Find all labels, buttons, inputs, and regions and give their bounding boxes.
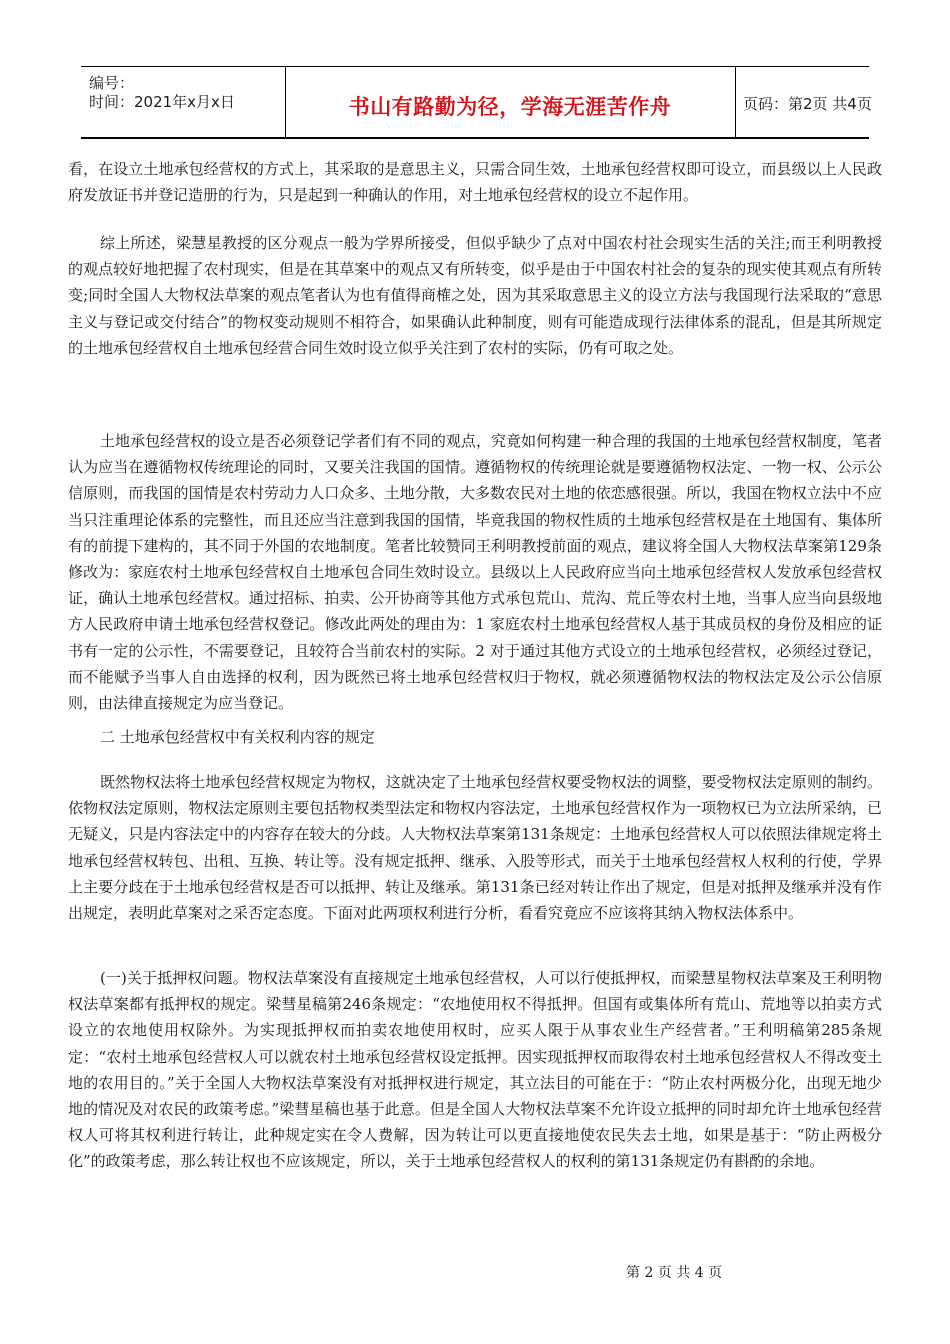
section-heading: 二 土地承包经营权中有关权利内容的规定	[100, 728, 375, 746]
paragraph-mortgage: (一)关于抵押权问题。物权法草案没有直接规定土地承包经营权，人可以行使抵押权，而梁慧星物权法草案及王利明物权法草案都有抵押权的规定。梁彗星稿第246条规定：“农地使用权不得抵押。但国有或集体所有荒山、荒地等以拍卖方式设立的农地使用权除外。为实现抵押权而拍卖农地使用权时，应买人限于从事农业生产经营者。”王利明稿第285条规定：“农村土地承包经营权人可以就农村土地承包经营权设定抵押。因实现抵押权而取得农村土地承包经营权人不得改变土地的农用目的。”关于全国人大物权法草案没有对抵押权进行规定，其立法目的可能在于：“防止农村两极分化，出现无地少地的情况及对农民的政策考虑。”梁彗星稿也基于此意。但是全国人大物权法草案不允许设立抵押的同时却允许土地承包经营权人可将其权利进行转让，此种规定实在令人费解，因为转让可以更直接地使农民失去土地，如果是基于：“防止两极分化”的政策考虑，那么转让权也不应该规定，所以，关于土地承包经营权人的权利的第131条规定仍有斟酌的余地。	[68, 969, 882, 1171]
paragraph-summary: 综上所述，梁慧星教授的区分观点一般为学界所接受，但似乎缺少了点对中国农村社会现实生活的关注;而王利明教授的观点较好地把握了农村现实，但是在其草案中的观点又有所转变，似乎是由于中国农村社会的复杂的现实使其观点有所转变;同时全国人大物权法草案的观点笔者认为也有值得商榷之处，因为其采取意思主义的设立方法与我国现行法采取的“意思主义与登记或交付结合”的物权变动规则不相符合，如果确认此种制度，则有可能造成现行法律体系的混乱，但是其所规定的土地承包经营权自土地承包经营合同生效时设立似乎关注到了农村的实际，仍有可取之处。	[68, 234, 882, 357]
paragraph-continuation: 看，在设立土地承包经营权的方式上，其采取的是意思主义，只需合同生效，土地承包经营权即可设立，而县级以上人民政府发放证书并登记造册的行为，只是起到一种确认的作用，对土地承包经营权的设立不起作用。	[68, 160, 882, 205]
date-label: 时间：2021年x月x日	[89, 93, 235, 111]
paragraph-proposal: 土地承包经营权的设立是否必须登记学者们有不同的观点，究竟如何构建一种合理的我国的土地承包经营权制度，笔者认为应当在遵循物权传统理论的同时，又要关注我国的国情。遵循物权的传统理论就是要遵循物权法定、一物一权、公示公信原则，而我国的国情是农村劳动力人口众多、土地分散，大多数农民对土地的依恋感很强。所以，我国在物权立法中不应当只注重理论体系的完整性，而且还应当注意到我国的国情，毕竟我国的物权性质的土地承包经营权是在土地国有、集体所有的前提下建构的，其不同于外国的农地制度。笔者比较赞同王利明教授前面的观点，建议将全国人大物权法草案第129条修改为：家庭农村土地承包经营权自土地承包合同生效时设立。县级以上人民政府应当向土地承包经营权人发放承包经营权证，确认土地承包经营权。通过招标、拍卖、公开协商等其他方式承包荒山、荒沟、荒丘等农村土地，当事人应当向县级地方人民政府申请土地承包经营权登记。修改此两处的理由为：1 家庭农村土地承包经营权人基于其成员权的身份及相应的证书有一定的公示性，不需要登记，且较符合当前农村的实际。2 对于通过其他方式设立的土地承包经营权，必须经过登记，而不能赋予当事人自由选择的权利，因为既然已将土地承包经营权归于物权，就必须遵循物权法的物权法定及公示公信原则，由法律直接规定为应当登记。	[68, 432, 882, 713]
header-info-cell	[81, 67, 286, 137]
document-header	[81, 66, 872, 139]
page-label: 页码：第2页 共4页	[743, 95, 872, 113]
paragraph-rights-content: 既然物权法将土地承包经营权规定为物权，这就决定了土地承包经营权要受物权法的调整，要受物权法定原则的制约。依物权法定原则，物权法定原则主要包括物权类型法定和物权内容法定，土地承包经营权作为一项物权已为立法所采纳，已无疑义，只是内容法定中的内容存在较大的分歧。人大物权法草案第131条规定：土地承包经营权人可以依照法律规定将土地承包经营权转包、出租、互换、转让等。没有规定抵押、继承、入股等形式，而关于土地承包经营权人权利的行使，学界上主要分歧在于土地承包经营权是否可以抵押、转让及继承。第131条已经对转让作出了规定，但是对抵押及继承并没有作出规定，表明此草案对之采否定态度。下面对此两项权利进行分析，看看究竟应不应该将其纳入物权法体系中。	[68, 773, 882, 923]
header-motto-cell	[285, 67, 736, 137]
motto: 书山有路勤为径，学海无涯苦作舟	[348, 95, 672, 119]
number-label: 编号：	[89, 74, 135, 92]
page-footer: 第 2 页 共 4 页	[626, 1265, 723, 1281]
header-page-cell	[735, 67, 872, 137]
